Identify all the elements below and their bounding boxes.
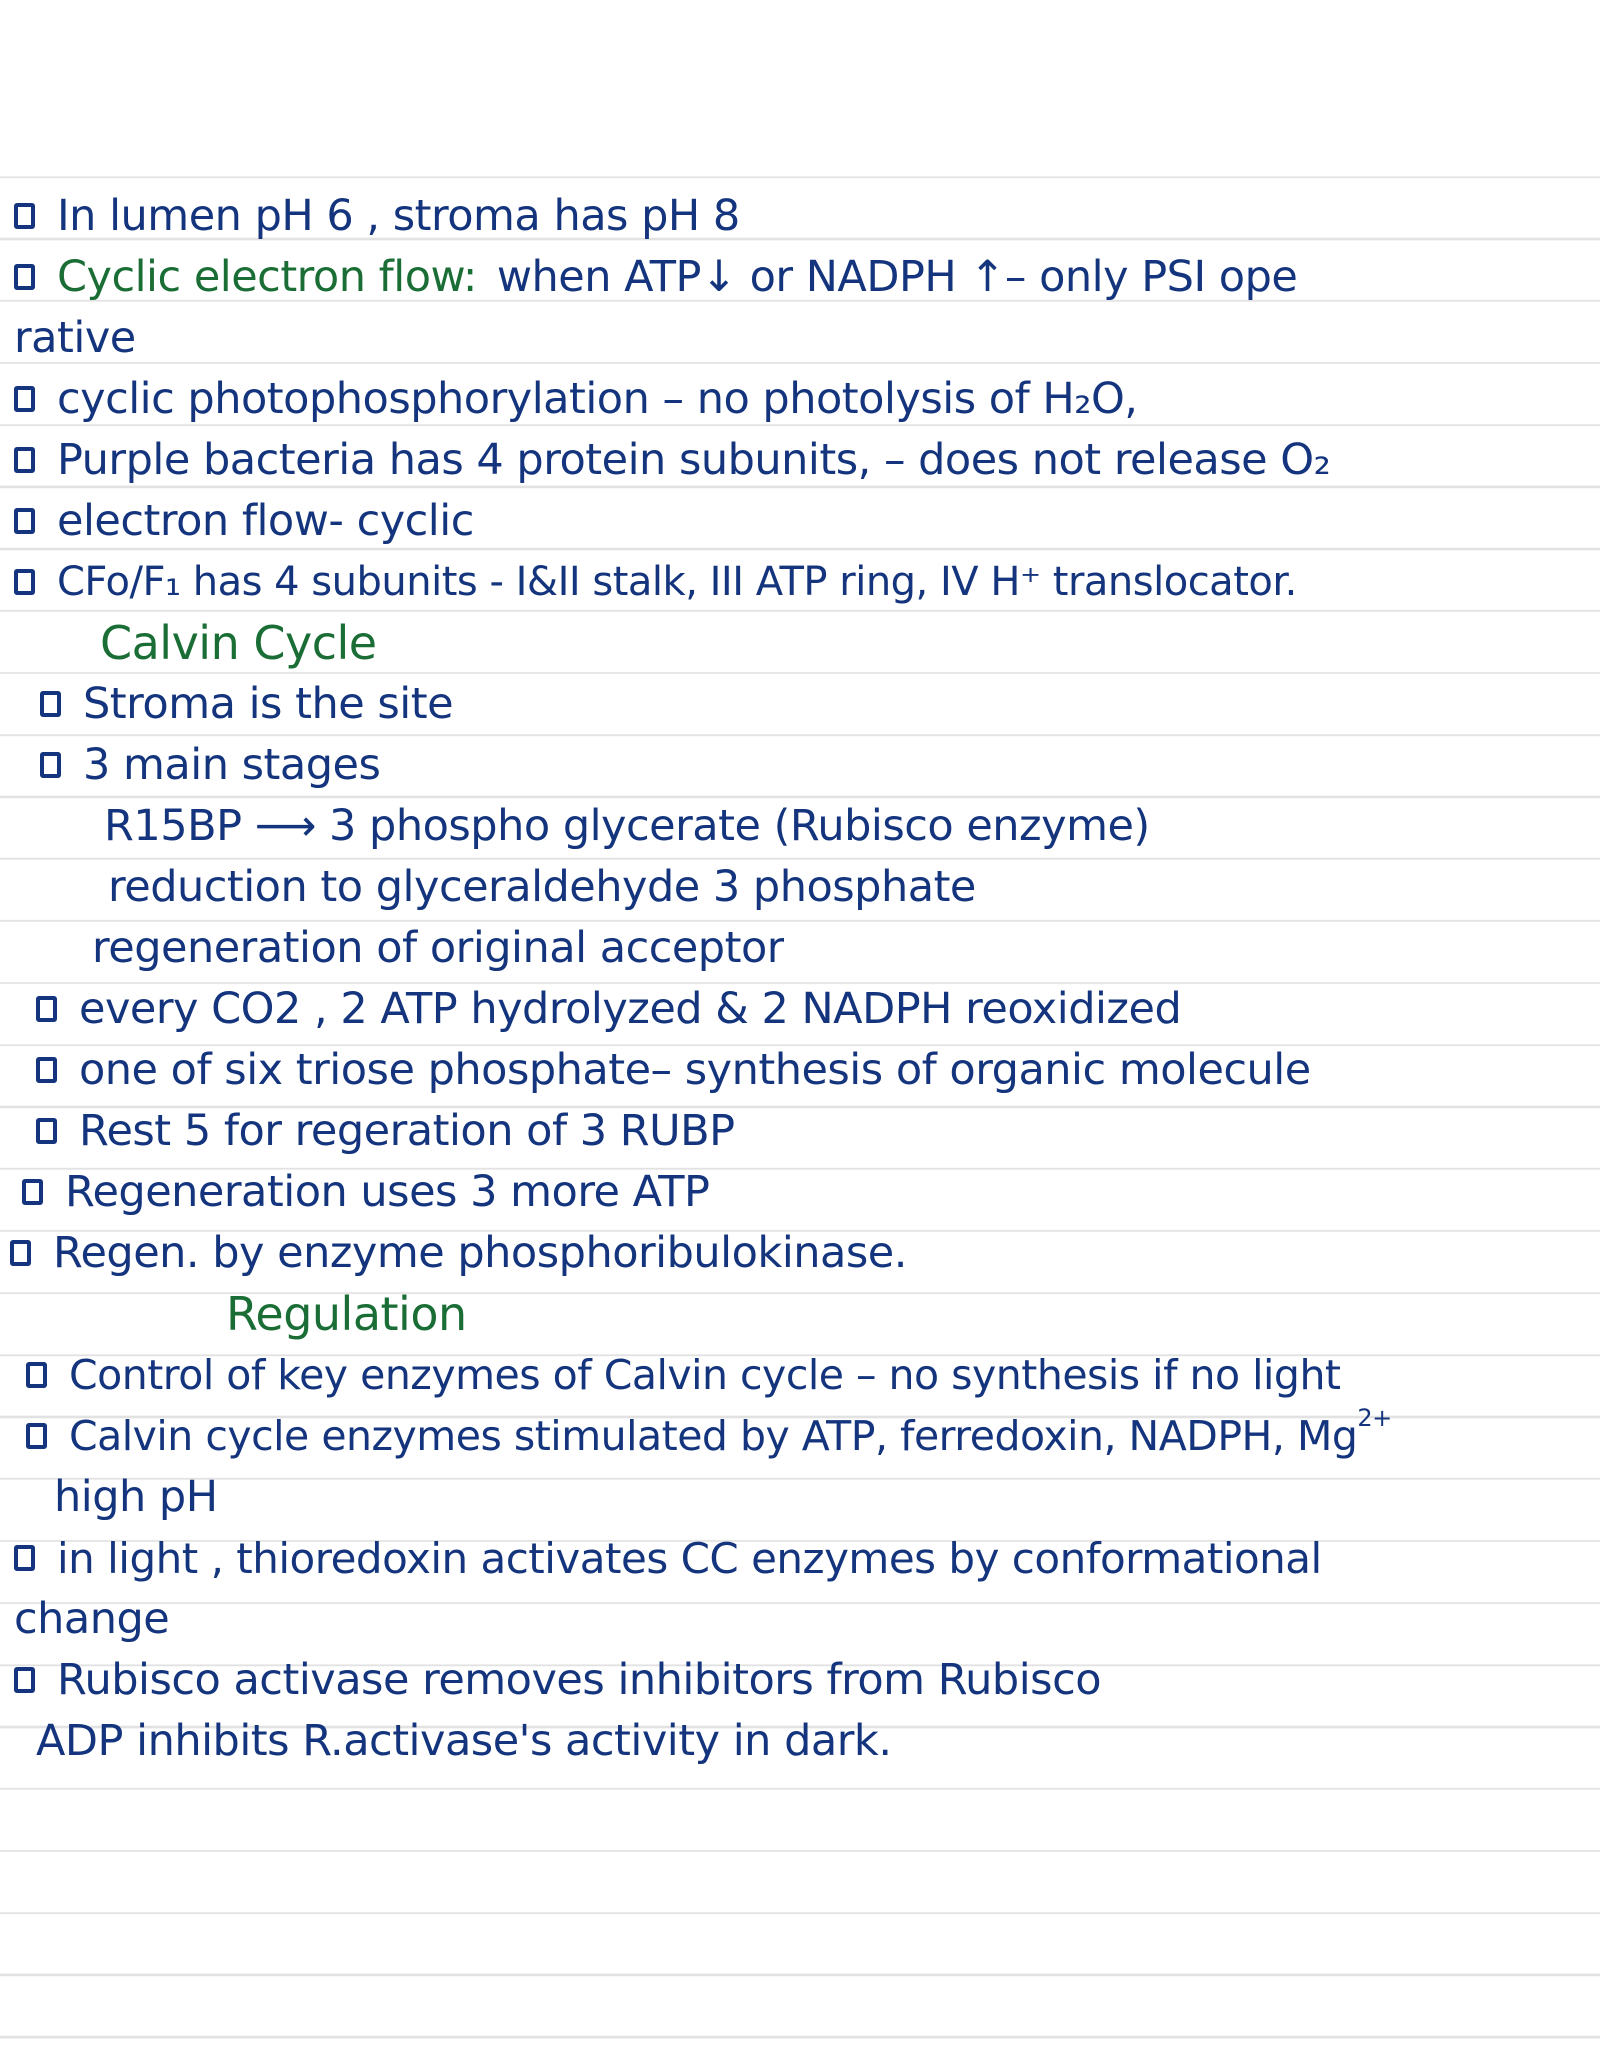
checkbox-bullet-icon [22,1179,43,1205]
checkbox-bullet-icon [40,752,61,778]
continuation-line [14,1588,169,1650]
note-text: Rest 5 for regeration of 3 RUBP [79,1106,735,1156]
bullet-item [14,368,1137,430]
note-text: when ATP↓ or NADPH ↑– only PSI ope [496,252,1298,302]
bullet-item [14,246,1297,308]
checkbox-bullet-icon [26,1423,47,1449]
checkbox-bullet-icon [14,264,35,290]
checkbox-bullet-icon [14,447,35,473]
bullet-item [40,673,453,735]
bullet-item [14,185,740,247]
note-text: In lumen pH 6 , stroma has pH 8 [57,191,740,241]
note-text-highlight: Cyclic electron flow: [57,252,477,302]
bullet-item [40,734,380,796]
note-text: cyclic photophosphorylation – no photolysis of H₂O, [57,374,1138,424]
bullet-item [14,1527,1322,1589]
checkbox-bullet-icon [26,1362,47,1388]
bullet-item [26,1344,1341,1406]
note-text: rative [14,313,136,363]
note-text: ADP inhibits R.activase's activity in dark. [36,1716,892,1766]
bullet-item [14,1649,1101,1711]
note-text: Calvin cycle enzymes stimulated by ATP, ferredoxin, NADPH, Mg [69,1412,1358,1460]
checkbox-bullet-icon [14,1667,35,1693]
checkbox-bullet-icon [14,569,35,595]
note-text: change [14,1594,170,1644]
superscript: 2+ [1357,1405,1392,1432]
checkbox-bullet-icon [40,691,61,717]
bullet-item [36,978,1181,1040]
checkbox-bullet-icon [14,386,35,412]
note-text: Control of key enzymes of Calvin cycle – no synthesis if no light [69,1351,1341,1399]
section-heading-calvin-cycle [100,612,377,674]
continuation-line [54,1466,218,1528]
note-text: R15BP ⟶ 3 phospho glycerate (Rubisco enzyme) [104,801,1150,851]
bullet-item [10,1222,907,1284]
note-text: every CO2 , 2 ATP hydrolyzed & 2 NADPH reoxidized [79,984,1182,1034]
bullet-item [36,1039,1311,1101]
bullet-item [14,429,1330,491]
sub-item [108,856,976,918]
checkbox-bullet-icon [10,1240,31,1266]
sub-item [104,795,1150,857]
note-text: high pH [54,1472,218,1522]
bullet-item [14,490,474,552]
heading-text: Calvin Cycle [100,616,377,670]
note-text: Rubisco activase removes inhibitors from Rubisco [57,1655,1102,1705]
note-text: regeneration of original acceptor [92,923,784,973]
note-text: Regen. by enzyme phosphoribulokinase. [53,1228,907,1278]
note-text: Regeneration uses 3 more ATP [65,1167,710,1217]
checkbox-bullet-icon [36,1118,57,1144]
heading-text: Regulation [226,1287,467,1341]
checkbox-bullet-icon [14,1545,35,1571]
checkbox-bullet-icon [14,508,35,534]
sub-item [92,917,784,979]
bullet-item [36,1100,735,1162]
bullet-item [22,1161,709,1223]
continuation-line [36,1710,892,1772]
note-text: 3 main stages [83,740,381,790]
continuation-line [14,307,136,369]
note-text: Stroma is the site [83,679,454,729]
checkbox-bullet-icon [14,203,35,229]
note-text: electron flow- cyclic [57,496,474,546]
note-text: Purple bacteria has 4 protein subunits, – does not release O₂ [57,435,1331,485]
checkbox-bullet-icon [36,996,57,1022]
note-text: CFo/F₁ has 4 subunits - I&II stalk, III ATP ring, IV H⁺ translocator. [57,559,1297,605]
note-text: reduction to glyceraldehyde 3 phosphate [108,862,976,912]
note-text: in light , thioredoxin activates CC enzymes by conformational [57,1533,1322,1583]
checkbox-bullet-icon [36,1057,57,1083]
note-text: one of six triose phosphate– synthesis of organic molecule [79,1045,1311,1095]
bullet-item [14,551,1297,613]
section-heading-regulation [226,1283,467,1345]
bullet-item [26,1405,1392,1467]
